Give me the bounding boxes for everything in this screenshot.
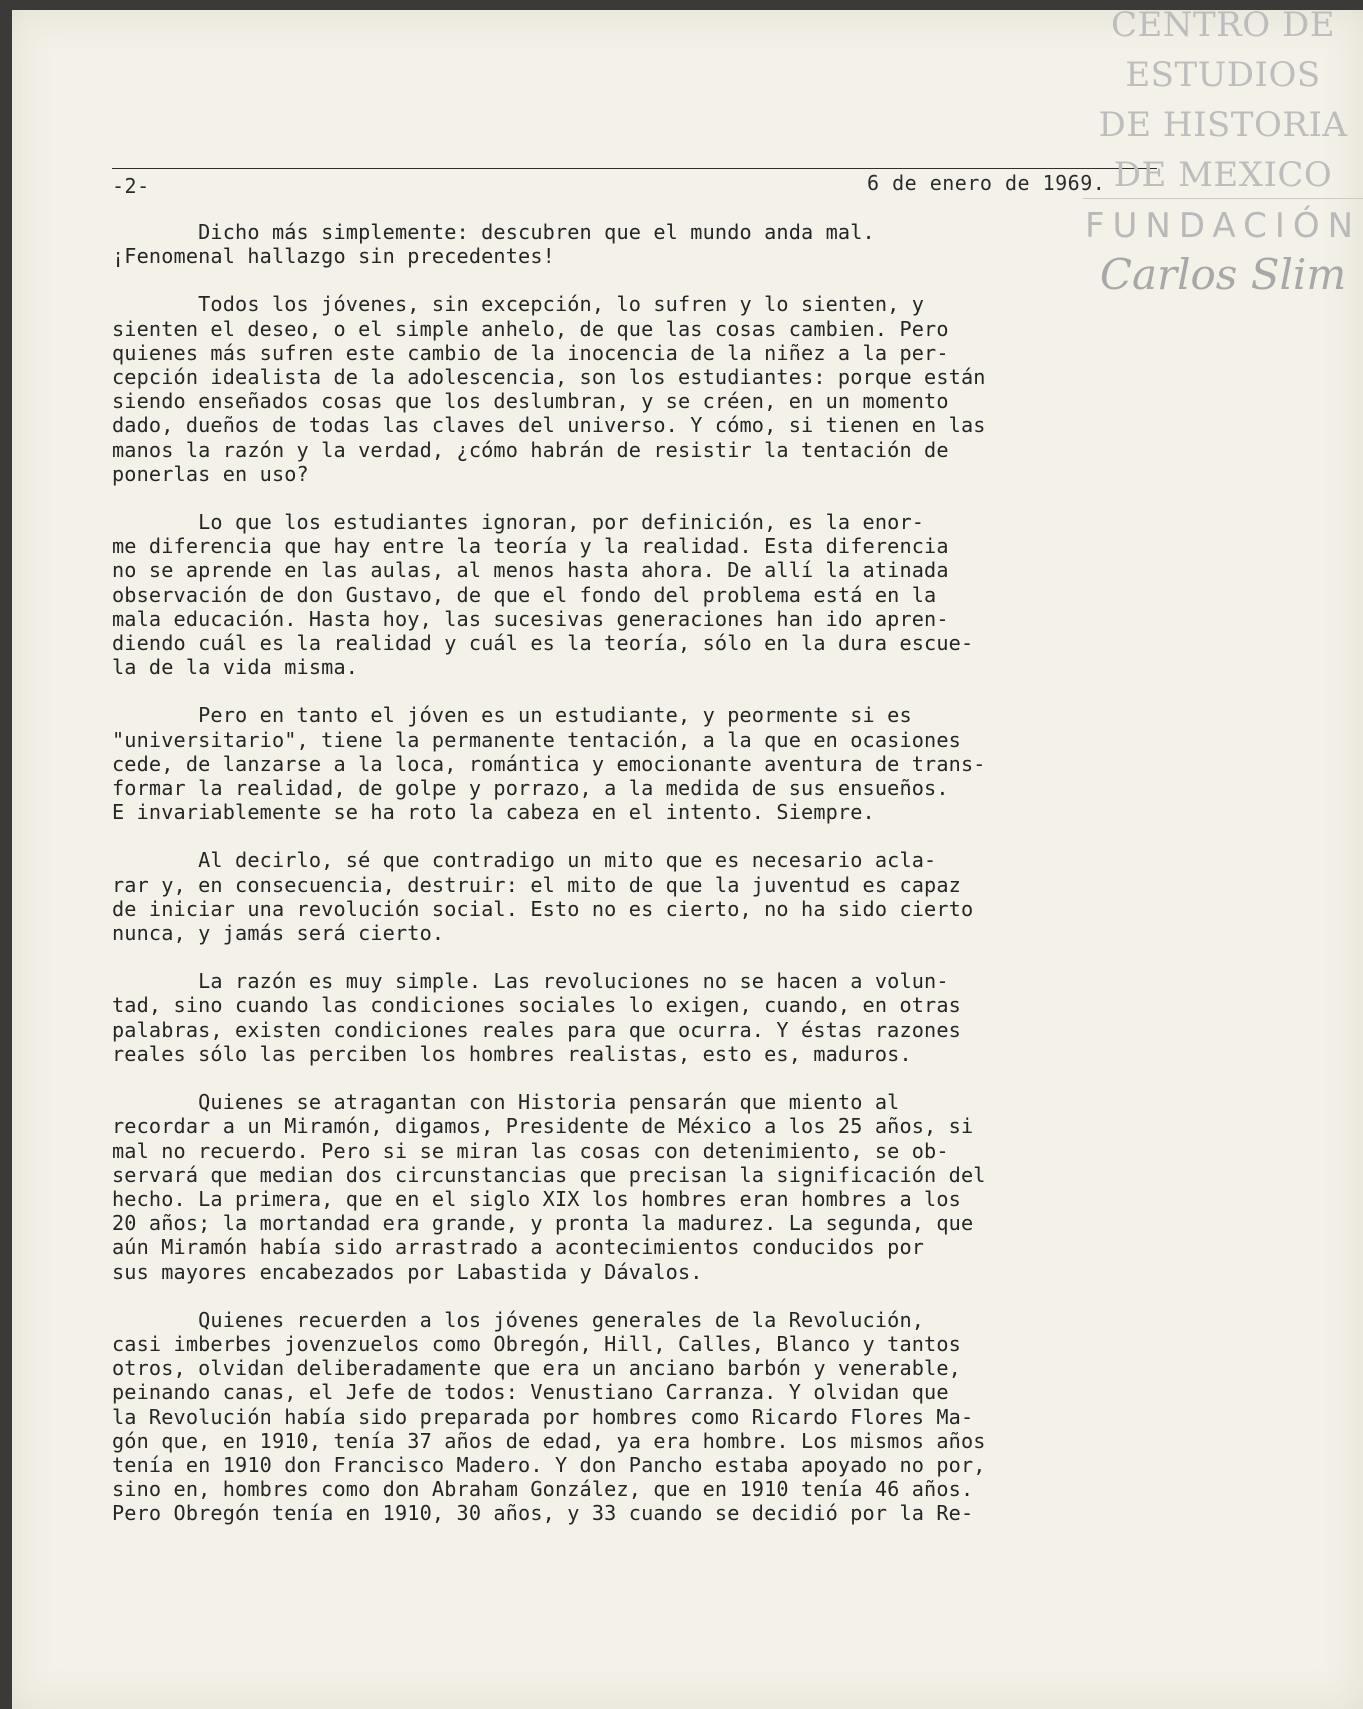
text-line: tenía en 1910 don Francisco Madero. Y don Pancho estaba apoyado no por, xyxy=(112,1452,986,1477)
text-line: mala educación. Hasta hoy, las sucesivas generaciones han ido apren- xyxy=(112,606,949,631)
text-line: Quienes recuerden a los jóvenes generales de la Revolución, xyxy=(112,1307,925,1332)
text-line: sienten el deseo, o el simple anhelo, de que las cosas cambien. Pero xyxy=(112,316,949,341)
text-line: Quienes se atragantan con Historia pensarán que miento al xyxy=(112,1090,900,1115)
text-line: casi imberbes jovenzuelos como Obregón, Hill, Calles, Blanco y tantos xyxy=(112,1331,961,1356)
watermark-foundation: FUNDACIÓN xyxy=(1084,206,1362,246)
watermark-signature: Carlos Slim xyxy=(1099,250,1347,299)
text-line: quienes más sufren este cambio de la inocencia de la niñez a la per- xyxy=(112,340,949,365)
text-line: aún Miramón había sido arrastrado a acontecimientos conducidos por xyxy=(112,1235,925,1260)
text-line: reales sólo las perciben los hombres realistas, esto es, maduros. xyxy=(112,1041,912,1066)
header-rule xyxy=(112,168,1157,169)
page-number: -2- xyxy=(112,174,150,198)
text-line: La razón es muy simple. Las revoluciones no se hacen a volun- xyxy=(112,969,949,994)
text-line: la Revolución había sido preparada por hombres como Ricardo Flores Ma- xyxy=(112,1404,974,1429)
text-line: no se aprende en las aulas, al menos hasta ahora. De allí la atinada xyxy=(112,558,949,583)
text-line: la de la vida misma. xyxy=(112,655,359,680)
paragraph xyxy=(112,292,1182,486)
text-line: "universitario", tiene la permanente tentación, a la que en ocasiones xyxy=(112,727,961,752)
watermark-line: DE HISTORIA xyxy=(1098,105,1348,145)
watermark-line: DE MEXICO xyxy=(1113,155,1333,195)
text-line: 20 años; la mortandad era grande, y pronta la madurez. La segunda, que xyxy=(112,1211,974,1236)
text-line: Pero Obregón tenía en 1910, 30 años, y 33 cuando se decidió por la Re- xyxy=(112,1501,974,1526)
text-line: rar y, en consecuencia, destruir: el mito de que la juventud es capaz xyxy=(112,872,961,897)
watermark-line: CENTRO DE xyxy=(1110,5,1336,45)
paragraph xyxy=(112,703,1182,824)
text-line: recordar a un Miramón, digamos, Presidente de México a los 25 años, si xyxy=(112,1114,974,1139)
archive-watermark xyxy=(1083,0,1363,330)
document-date: 6 de enero de 1969. xyxy=(867,171,1106,195)
text-line: ponerlas en uso? xyxy=(112,461,309,486)
text-line: nunca, y jamás será cierto. xyxy=(112,921,445,946)
text-line: dado, dueños de todas las claves del universo. Y cómo, si tienen en las xyxy=(112,413,986,438)
text-line: peinando canas, el Jefe de todos: Venustiano Carranza. Y olvidan que xyxy=(112,1380,949,1405)
text-line: ¡Fenomenal hallazgo sin precedentes! xyxy=(112,244,555,269)
text-line: palabras, existen condiciones reales para que ocurra. Y éstas razones xyxy=(112,1017,961,1042)
text-line: sus mayores encabezados por Labastida y Dávalos. xyxy=(112,1259,703,1284)
text-line: siendo enseñados cosas que los deslumbran, y se créen, en un momento xyxy=(112,389,949,414)
paragraph xyxy=(112,510,1182,679)
text-line: hecho. La primera, que en el siglo XIX los hombres eran hombres a los xyxy=(112,1186,961,1211)
paragraph xyxy=(112,969,1182,1066)
watermark-line: ESTUDIOS xyxy=(1125,55,1321,95)
text-line: cede, de lanzarse a la loca, romántica y emocionante aventura de trans- xyxy=(112,751,986,776)
text-line: cepción idealista de la adolescencia, son los estudiantes: porque están xyxy=(112,365,986,390)
paragraph xyxy=(112,848,1182,945)
watermark-rule xyxy=(1083,198,1363,199)
text-line: otros, olvidan deliberadamente que era un anciano barbón y venerable, xyxy=(112,1356,961,1381)
text-line: formar la realidad, de golpe y porrazo, a la medida de sus ensueños. xyxy=(112,776,949,801)
letter-body xyxy=(112,220,1182,1550)
paragraph xyxy=(112,1308,1182,1526)
text-line: E invariablemente se ha roto la cabeza en el intento. Siempre. xyxy=(112,800,875,825)
text-line: servará que median dos circunstancias que precisan la significación del xyxy=(112,1162,986,1187)
text-line: Dicho más simplemente: descubren que el mundo anda mal. xyxy=(112,220,875,244)
text-line: gón que, en 1910, tenía 37 años de edad, ya era hombre. Los mismos años xyxy=(112,1428,986,1453)
paragraph xyxy=(112,1090,1182,1284)
text-line: me diferencia que hay entre la teoría y la realidad. Esta diferencia xyxy=(112,534,949,559)
text-line: Pero en tanto el jóven es un estudiante, y peormente si es xyxy=(112,703,912,728)
text-line: Lo que los estudiantes ignoran, por definición, es la enor- xyxy=(112,510,925,535)
paragraph xyxy=(112,220,1182,268)
text-line: sino en, hombres como don Abraham González, que en 1910 tenía 46 años. xyxy=(112,1477,974,1502)
text-line: Todos los jóvenes, sin excepción, lo sufren y lo sienten, y xyxy=(112,292,925,317)
text-line: manos la razón y la verdad, ¿cómo habrán de resistir la tentación de xyxy=(112,437,949,462)
text-line: tad, sino cuando las condiciones sociales lo exigen, cuando, en otras xyxy=(112,993,961,1018)
text-line: de iniciar una revolución social. Esto no es cierto, no ha sido cierto xyxy=(112,896,974,921)
text-line: Al decirlo, sé que contradigo un mito que es necesario acla- xyxy=(112,848,937,873)
text-line: observación de don Gustavo, de que el fondo del problema está en la xyxy=(112,582,937,607)
text-line: diendo cuál es la realidad y cuál es la teoría, sólo en la dura escue- xyxy=(112,631,974,656)
text-line: mal no recuerdo. Pero si se miran las cosas con detenimiento, se ob- xyxy=(112,1138,949,1163)
